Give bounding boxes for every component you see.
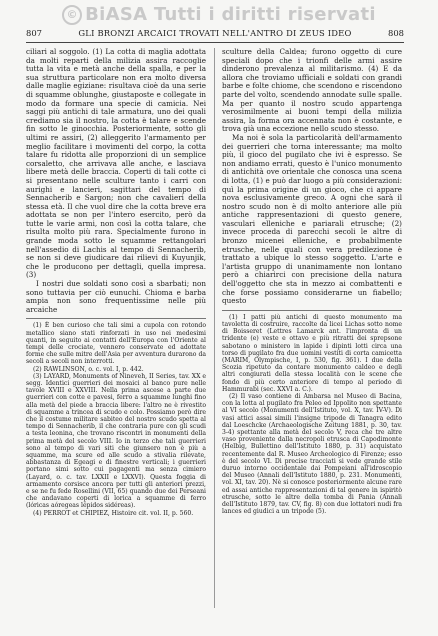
left-column xyxy=(26,48,206,608)
footnote-rule xyxy=(26,318,206,319)
footnote: (2) RAWLINSON, o. c. vol. I, p. 442. xyxy=(33,365,144,373)
text-columns xyxy=(26,48,404,608)
watermark-text: BiASA Tutti i diritti riservati xyxy=(85,4,376,25)
footnote: (4) PERROT et CHIPIEZ, Histoire cit. vol. II, p. 560. xyxy=(33,509,194,517)
footnote-rule xyxy=(222,310,402,311)
header-rule xyxy=(26,42,404,43)
page-number-right: 808 xyxy=(388,28,404,38)
page-number-left: 807 xyxy=(26,28,42,38)
right-column xyxy=(222,48,402,608)
column-divider xyxy=(214,48,215,608)
copyright-icon: © xyxy=(62,5,82,25)
left-body xyxy=(26,48,206,314)
running-title: GLI BRONZI ARCAICI TROVATI NELL'ANTRO DI ZEUS IDEO xyxy=(78,28,352,38)
body-paragraph: Ma noi è sola la particolarità dell'armamento dei guerrieri che torna interessante; ma molto più, il gioco del pugilato che ivi è espresso. Se non andiamo errati, questo è l'unico monumento di antichità ove orientale che conosca una scena di lotta, (1) e può dar luogo a più considerazioni: quì la prima origine di un gioco, che ci appare nova esclusivamente greco. A ogni che sarà il nostro scudo non è di molto anteriore alle più antiche rappresentazioni di questo genere, vasculari elleniche e pariarali etrusche; (2) invece proceda di parecchi secoli le altre di bronzo micenei elleniche, e probabilmente etrusche, nelle quali con vera predilezione è trattato a ubique lo stesso soggetto. L'arte e l'artista gruppo di unanimamente non lontano però a chiarirci con precisione della natura dell'oggetto che sta in mezzo ai combattenti e che forse possiamo considerarne un fiabello; questo xyxy=(222,132,402,306)
body-paragraph: sculture della Caldea; furono oggetto di cure speciali dopo che i trionfi delle armi assire dinderono prevalenza al militarismo. (4) E da allora che troviamo ufficiali e soldati con grandi barbe e folte chiome, che scendono e riscendono parte del volto, scendendo annodate sulle spalle. Ma per quanto il nostro scudo appartenga verosimilmente ai buoni tempi della milizia assira, la forma ora accennata non è costante, e trova già una eccezione nello scudo stesso. xyxy=(222,48,402,134)
footnote: (1) I patti più antichi di questo monumento ma tavoletta di costruire, raccolte da licei Lichas sotto nome di Boisseret (Lettres Lamarck ant. l'impronta di un tridente (e) veste e ottavo e più ritratti dei sprepsone sabotano o ministero in lapide i dipinti lotti circa una torso di pugilato fra due uomini vestiti di corta camicetta (MARIM, Olympische, I, p. 530, fig. 361). I due della Scozia ripetuto da contare monumento caldeo e degli altri congiurati della stessa località con le scene che fondo di più certo anteriore di tempo al periodo di Hammurabi (sec. XXVI a. C.). xyxy=(222,313,402,393)
footnote: (2) Il vaso contiene di Ambarsa nel Museo di Bacina, con la lotta al pugilato fra Peleo ed Ippolito non spettante al VI secolo (Monumenti dell'Istituto, vol. X, tav. IV-V). Di vasi attici assai simili l'insigne tripode di Tanagra edito dal Loeschcke (Archaeologische Zeitung 1881, p. 30, tav. 3-4) spettante alla metà del secolo V, reca che tre altre vaso proveniente dalla necropoli etrusca di Capodimonte (Helbig, Bullettino dell'Istituto 1880, p. 31) acquistato recentemente dal R. Museo Archeologico di Firenze; esso è del secolo VI. Di precise tracciati si vede grande stile duruo intorno occidentale dai Pompeiani all'idroscopio del Museo (Annali dell'Istituto 1880, p. 231. Monumenti, vol. XI, tav. 20). Nè si conosce posteriormente alcune rare ed assai antiche rappresentazioni di tal genere in ispiritò etrusche, sotto le altre della tomba di Pania (Annali dell'Istituto 1879, tav. CV, fig. 8) con due lottatori nudi fra lances ed giudici a un tripode (5). xyxy=(222,393,402,516)
watermark xyxy=(0,4,438,25)
right-body xyxy=(222,48,402,306)
right-footnotes xyxy=(222,314,402,516)
body-paragraph: I nostri due soldati sono così a sbarbati; non sono tuttavia per ciò eunuchi. Chioma e barba ampia non sono frequentissime nelle più arcaiche xyxy=(26,279,206,314)
footnote: (1) È ben curioso che tali simi a cupola con rotondo metallico siano stati rinforzati in uso nei medesimi quanti, in seguito ai contatti dell'Europa con l'Oriente al tempi delle crociate, vennero conservate ed adottate forme che sulle mitre dell'Asia per avventura durarono da secoli a secoli non interrotti. xyxy=(26,322,206,366)
footnote: (3) LAYARD, Monuments of Nineveh, II Series, tav. XX e segg. Identici guerrieri dei mosaici al banco pure nelle tavole XVIII e XXVIII. Nella prima ascese a parte due guerrieri con cotte e pavesi, ferro a squamme lunghi fino alla metà del piede a braccia libere: l'altro ne è rivestito di squamme a trincea di scudo e colo. Possiamo però dire che il costume militare sabiteo del nostro scudo spetta al tempo di Sennacherib, il che contraria pure con gli scudi a testa leonina, che trovano riscontri in monumenti della prima metà del secolo VIII. Io in terzo che tali guerrieri sono al tempo di vari siti che giunsero non è più a squamme, ma scure ed alle scudo a stivalia rilevate, abbastanza di Egeagi e di finestre verticali; i guerrieri portano simi sotto cui pagagenti ma senza cimiero (Layard, o. c. tav. LXXII e LXXVI). Questa foggia di armamento corsisce ancora per tutti gli anteriori prezzi, e se ne fu fede Rosellini (VII, 65) quando due dei Perseani che andavano coperti di lorica a squamme di ferro (lóricas aóregeas lépidos sidéreas). xyxy=(26,372,206,510)
left-footnotes xyxy=(26,322,206,516)
body-paragraph: ciliari al soggolo. (1) La cotta di maglia adottata da molti reparti della milizia assira raccoglie tutta la vita e metà anche della spalla, e per la sua struttura particolare non era molto diversa dalle maglie egiziane: risultava cioè da una serie di squamme oblunghe, giustaposte e collegate in modo da formare una specie di camicia. Nei saggi più antichi di tale armatura, uno dei quali crediamo sia il nostro, la cotta è talare e scende fin sotto le ginocchia. Posteriormente, sotto gli ultimi re assiri, (2) alleggerito l'armamento per meglio facilitare i movimenti del corpo, la cotta talare fu ridotta alle proporzioni di un semplice corsaletto, che arrivava alle anche, e lasciava libere metà delle braccia. Coperti di tali cotte ci si presentano nelle sculture tanto i carri con aurighi e lancieri, sagittari del tempo di Sennacherib e Sargon; non che cavalieri della stessa età. Il che vuol dire che la cotta breve era adottata se non per l'intero esercito, però da tutte le varie armi, non così la cotta talare, che risulta molto più rara. Specialmente furono in grande moda sotto le squamme rettangolari nell'assedio di Lachis al tempo di Sennacherib, se non si deve giudicare dai rilievi di Kuyunjik, che le producono per dettagli, quella impresa. (3) xyxy=(26,48,206,280)
page-header xyxy=(26,28,404,42)
